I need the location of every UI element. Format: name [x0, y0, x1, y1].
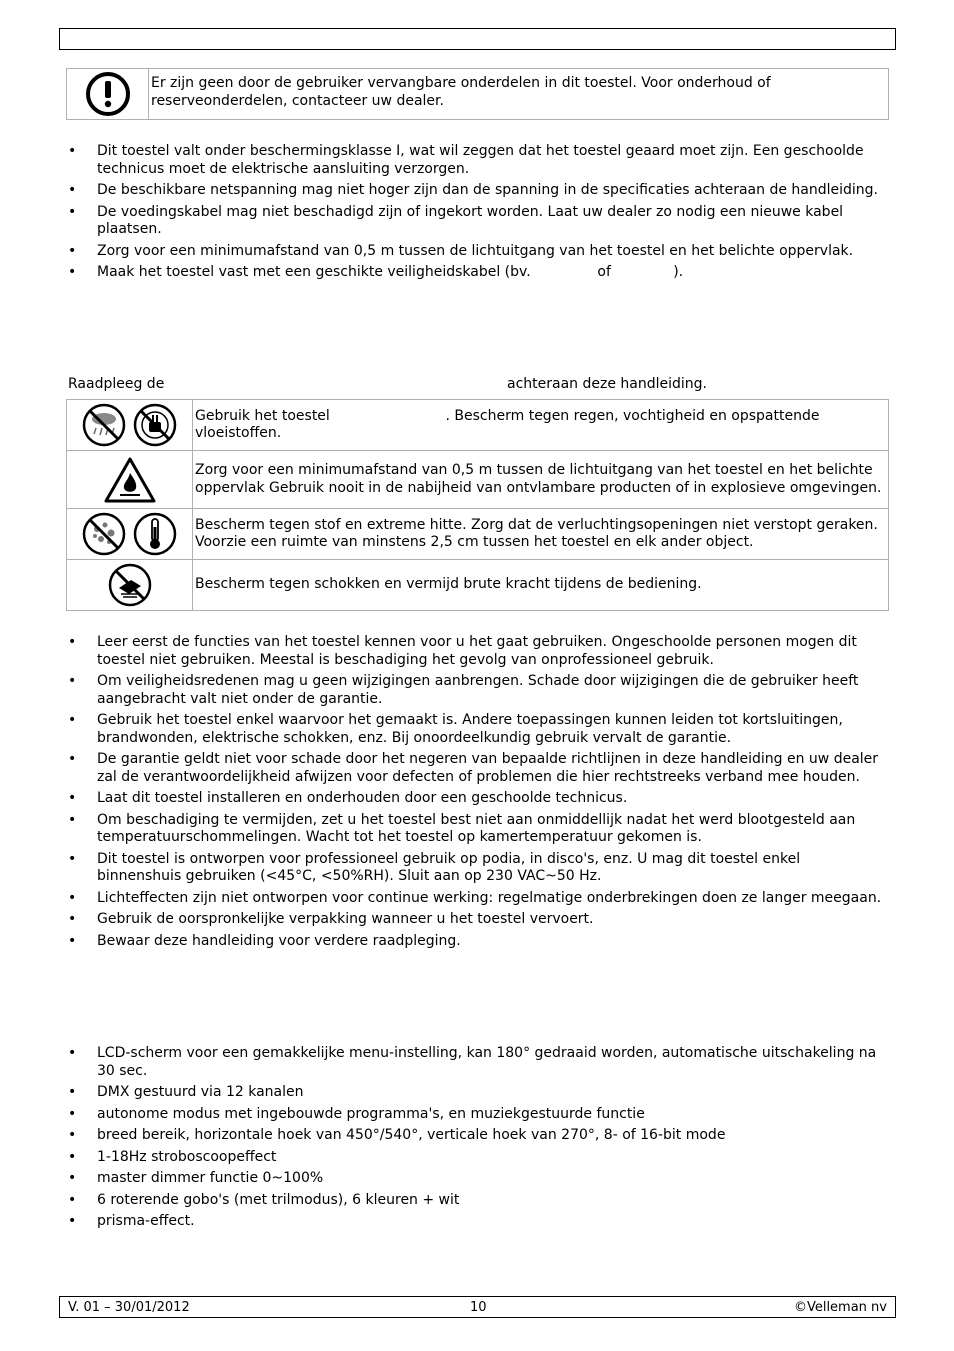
list-item: • Leer eerst de functies van het toestel kennen voor u het gaat gebruiken. Ongeschoolde personen mogen dit toestel niet gebruiken. Meestal is beschadiging het gevolg van onprofessioneel gebruik.: [66, 634, 888, 669]
general-guidelines-list: [66, 634, 888, 954]
consult-text-start: Raadpleeg de: [68, 376, 165, 392]
safety-text: Bescherm tegen schokken en vermijd brute kracht tijdens de bediening.: [193, 560, 889, 611]
table-row: [67, 509, 889, 560]
footer-version: V. 01 – 30/01/2012: [68, 1300, 190, 1315]
list-item: • Bewaar deze handleiding voor verdere raadpleging.: [66, 933, 888, 951]
list-item: • Maak het toestel vast met een geschikte veiligheidskabel (bv. of ).: [66, 264, 888, 282]
dust-icon: [81, 511, 127, 557]
table-row: [67, 400, 889, 451]
list-item: • 6 roterende gobo's (met trilmodus), 6 kleuren + wit: [66, 1192, 888, 1210]
warning-note-text: Er zijn geen door de gebruiker vervangbare onderdelen in dit toestel. Voor onderhoud of reserveonderdelen, contacteer uw dealer.: [151, 75, 771, 109]
warning-icon-cell: [67, 69, 149, 119]
rain-icon: [81, 402, 127, 448]
list-item: • Laat dit toestel installeren en onderhouden door een geschoolde technicus.: [66, 790, 888, 808]
list-item: • Dit toestel is ontworpen voor professioneel gebruik op podia, in disco's, enz. U mag dit toestel enkel binnenshuis gebruiken (<45°C, <50%RH). Sluit aan op 230 VAC~50 Hz.: [66, 851, 888, 886]
list-item: • Gebruik de oorspronkelijke verpakking wanneer u het toestel vervoert.: [66, 911, 888, 929]
list-item: • Om beschadiging te vermijden, zet u het toestel best niet aan onmiddellijk nadat het werd blootgesteld aan temperatuurschommelingen. Wacht tot het toestel op kamertemperatuur gekomen is.: [66, 812, 888, 847]
warning-note-box: [66, 68, 889, 120]
list-item: • prisma-effect.: [66, 1213, 888, 1231]
thermometer-icon: [132, 511, 178, 557]
safety-text: Zorg voor een minimumafstand van 0,5 m tussen de lichtuitgang van het toestel en het belichte oppervlak Gebruik nooit in de nabijheid van ontvlambare producten of in explosieve omgevingen.: [193, 451, 889, 509]
exclamation-icon: [84, 70, 132, 118]
list-item: • De garantie geldt niet voor schade door het negeren van bepaalde richtlijnen in deze handleiding en uw dealer zal de verantwoordelijkheid afwijzen voor defecten of problemen die hier rechtstreeks verband mee houden.: [66, 751, 888, 786]
consult-line: [68, 376, 888, 394]
shock-icon: [107, 562, 153, 608]
no-liquid-icon: [132, 402, 178, 448]
list-item: • Zorg voor een minimumafstand van 0,5 m tussen de lichtuitgang van het toestel en het belichte oppervlak.: [66, 243, 888, 261]
page-footer: [59, 1296, 896, 1318]
footer-page-number: 10: [470, 1300, 487, 1315]
safety-symbols-table: [66, 399, 889, 611]
features-list: [66, 1045, 888, 1235]
list-item: • breed bereik, horizontale hoek van 450°/540°, verticale hoek van 270°, 8- of 16-bit mode: [66, 1127, 888, 1145]
list-item: • De voedingskabel mag niet beschadigd zijn of ingekort worden. Laat uw dealer zo nodig een nieuwe kabel plaatsen.: [66, 204, 888, 239]
icon-cell: [67, 560, 193, 611]
list-item: • 1-18Hz stroboscoopeffect: [66, 1149, 888, 1167]
icon-cell: [67, 451, 193, 509]
table-row: [67, 451, 889, 509]
flammable-warning-icon: [103, 456, 157, 504]
electrical-safety-list: [66, 143, 888, 286]
safety-text: Gebruik het toestel . Bescherm tegen regen, vochtigheid en opspattende vloeistoffen.: [193, 400, 889, 451]
list-item: • Lichteffecten zijn niet ontworpen voor continue werking: regelmatige onderbrekingen doen ze langer meegaan.: [66, 890, 888, 908]
list-item: • DMX gestuurd via 12 kanalen: [66, 1084, 888, 1102]
list-item: • Om veiligheidsredenen mag u geen wijzigingen aanbrengen. Schade door wijzigingen die de gebruiker heeft aangebracht valt niet onder de garantie.: [66, 673, 888, 708]
list-item: • Gebruik het toestel enkel waarvoor het gemaakt is. Andere toepassingen kunnen leiden tot kortsluitingen, brandwonden, elektrische schokken, enz. Bij onoordeelkundig gebruik vervalt de garantie.: [66, 712, 888, 747]
list-item: • autonome modus met ingebouwde programma's, en muziekgestuurde functie: [66, 1106, 888, 1124]
table-row: [67, 560, 889, 611]
icon-cell: [67, 400, 193, 451]
footer-copyright: ©Velleman nv: [793, 1300, 887, 1315]
list-item: • master dimmer functie 0~100%: [66, 1170, 888, 1188]
list-item: • Dit toestel valt onder beschermingsklasse I, wat wil zeggen dat het toestel geaard moet zijn. Een geschoolde technicus moet de elektrische aansluiting verzorgen.: [66, 143, 888, 178]
consult-text-end: achteraan deze handleiding.: [507, 376, 707, 392]
list-item: • De beschikbare netspanning mag niet hoger zijn dan de spanning in de specificaties achteraan de handleiding.: [66, 182, 888, 200]
safety-text: Bescherm tegen stof en extreme hitte. Zorg dat de verluchtingsopeningen niet verstopt geraken. Voorzie een ruimte van minstens 2,5 cm tussen het toestel en elk ander object.: [193, 509, 889, 560]
list-item: • LCD-scherm voor een gemakkelijke menu-instelling, kan 180° gedraaid worden, automatische uitschakeling na 30 sec.: [66, 1045, 888, 1080]
icon-cell: [67, 509, 193, 560]
page-header-box: [59, 28, 896, 50]
